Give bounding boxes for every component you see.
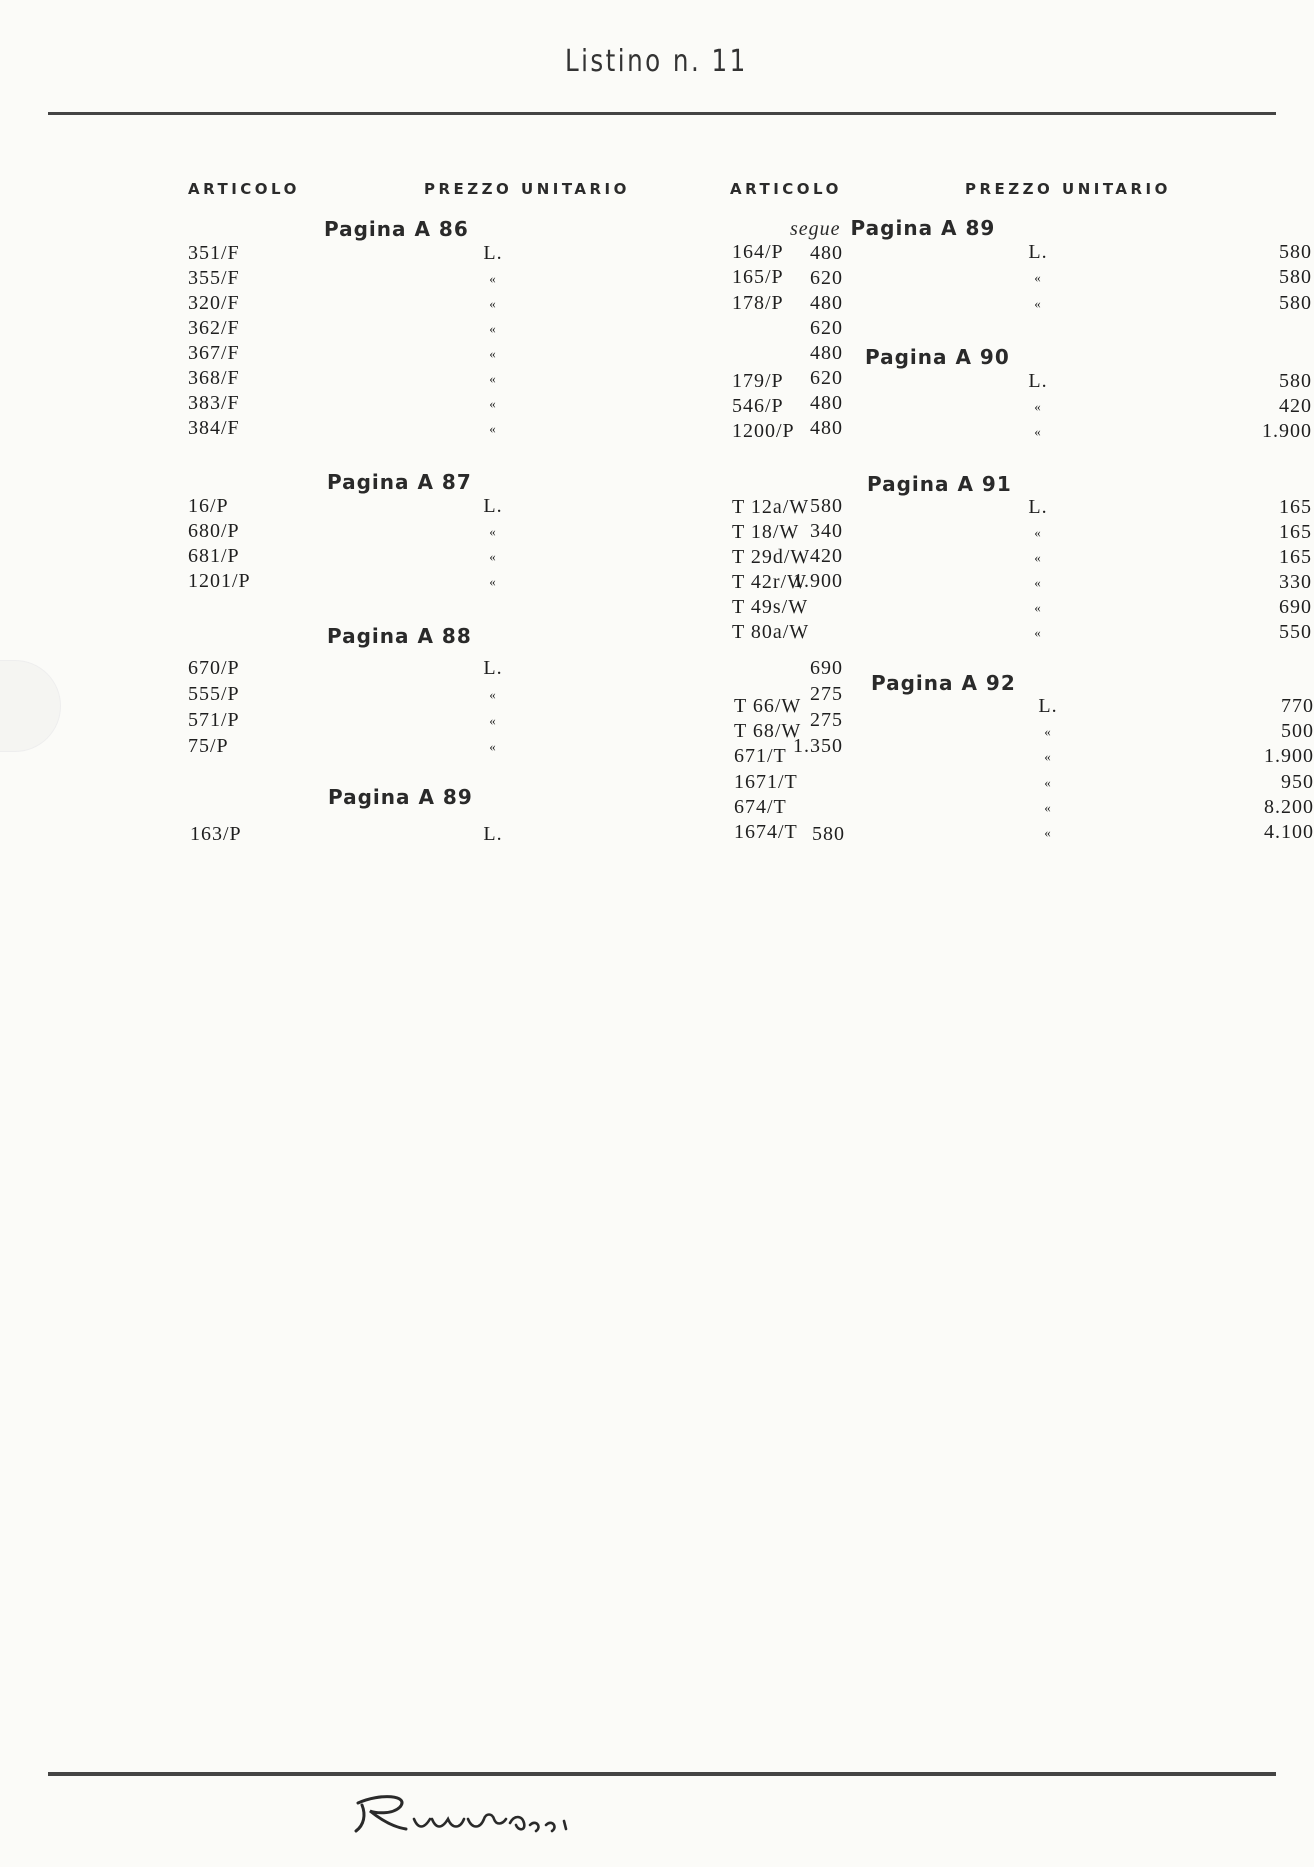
section-title: Pagina A 89 [328, 785, 473, 809]
right-article-header: ARTICOLO [730, 180, 842, 198]
section-title: Pagina A 87 [327, 470, 472, 494]
section-title: Pagina A 92 [871, 671, 1016, 695]
page-title: Listino n. 11 [564, 44, 748, 79]
section-title: Pagina A 90 [865, 345, 1010, 369]
hole-punch-mark [0, 660, 61, 752]
bottom-rule [48, 1772, 1276, 1776]
rivarossi-logo [340, 1785, 580, 1845]
section-title: segue Pagina A 89 [790, 216, 996, 240]
left-price-header: PREZZO UNITARIO [424, 180, 630, 198]
section-title: Pagina A 88 [327, 624, 472, 648]
right-price-header: PREZZO UNITARIO [965, 180, 1171, 198]
left-article-header: ARTICOLO [188, 180, 300, 198]
price-list-page: Listino n. 11 ARTICOLO PREZZO UNITARIO ARTICOLO PREZZO UNITARIO Pagina A 86 351/F L. 480 355/F « 620 320/F « 480 362/F « 620 367/F « 480 368/F « 620 383/F « 480 384/F « 480 Pagina A 87 16/P L. 580 680/P « 340 681/P « 420 1201/P « 1.900 Pagina A 88 670/P L. 690 555/P « 275 571/P « 275 75/P « 1.350 Pagina A 89 163/P L. 580 segue Pagina A 89 164/P L. 580 165/P « 580 178/P « 580 Pagina A 90 179/P L. 580 546/P « 420 1200/P « 1.900 Pagina A 91 T 12a/W L. 165 T 18/W « 165 T 29d/W « 165 T 42r/W « 330 T 49s/W « 690 T 80a/W « 550 Pagina A 92 T 66/W L. 770 T 68/W « 500 671/T « 1.900 1671/T « 950 674/T « 8.200 1674/T « 4.100 [0, 0, 1276, 1867]
section-title: Pagina A 91 [867, 472, 1012, 496]
section-title: Pagina A 86 [324, 217, 469, 241]
top-rule [48, 112, 1276, 115]
